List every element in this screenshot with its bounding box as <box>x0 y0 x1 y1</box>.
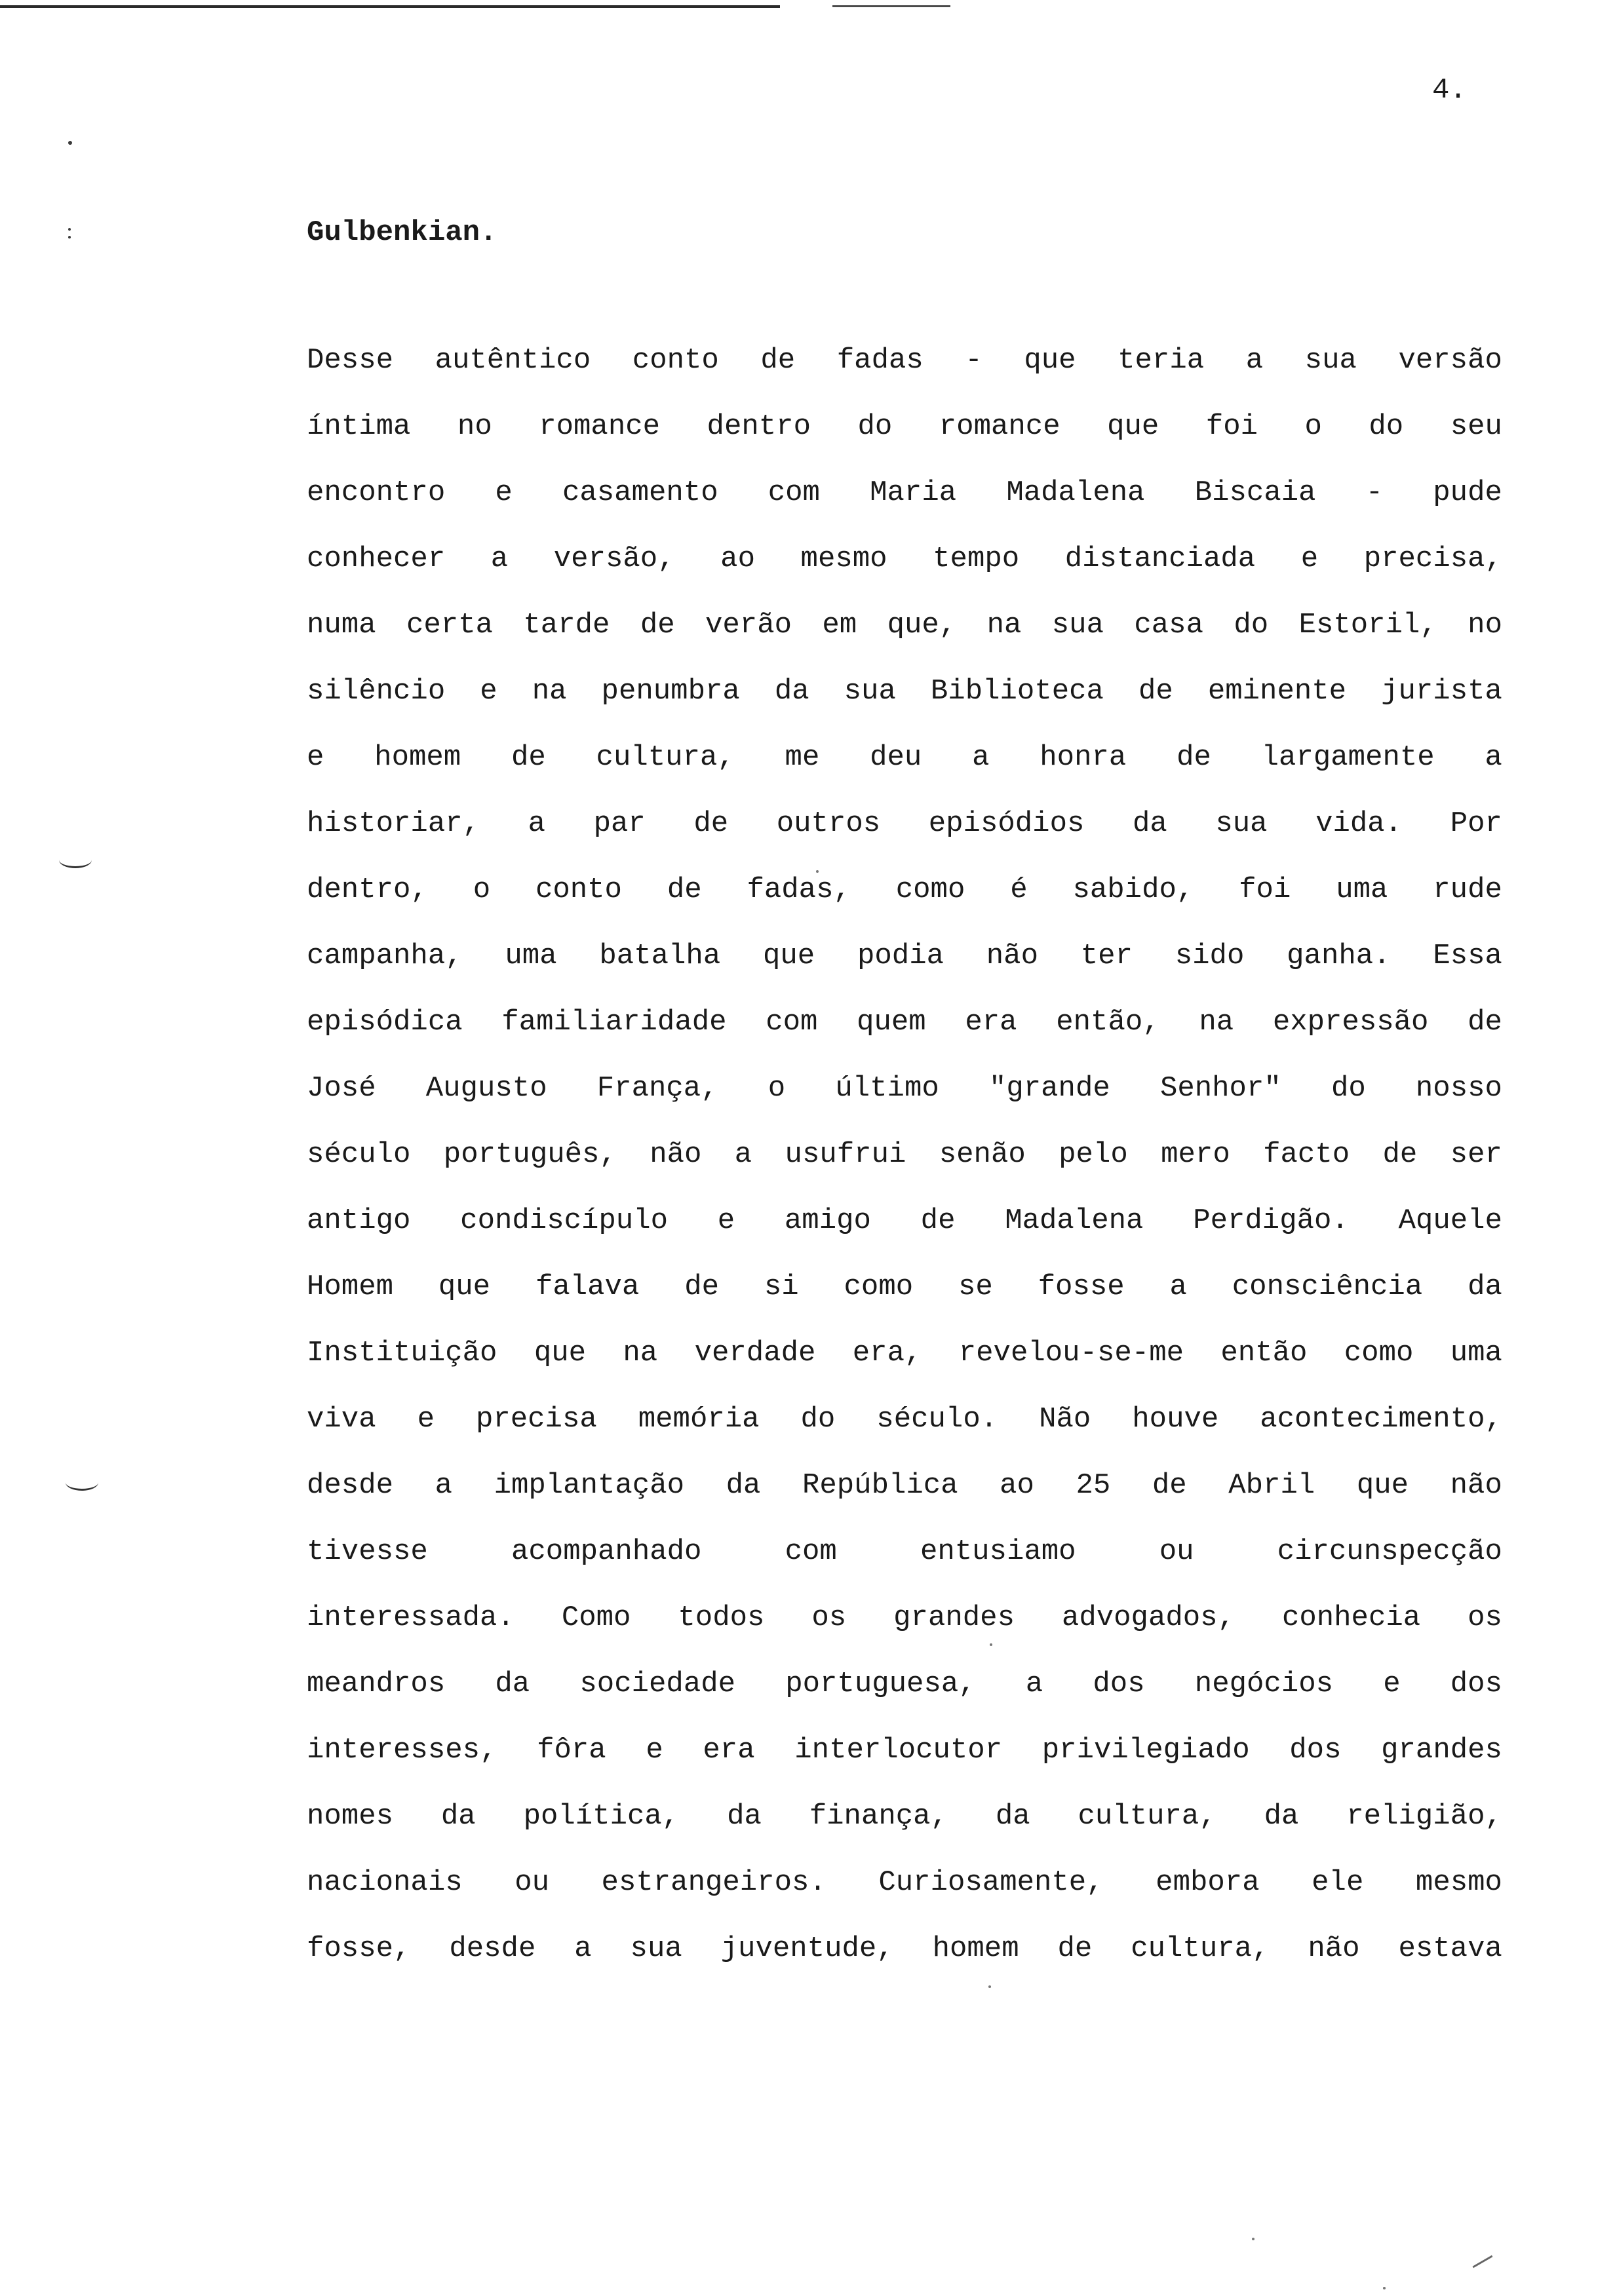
word: a <box>1025 1668 1043 1700</box>
word: sabido, <box>1072 873 1194 906</box>
word: Estoril, <box>1298 609 1437 641</box>
word: Abril <box>1228 1469 1315 1502</box>
text-line <box>307 1598 1502 1664</box>
word: negócios <box>1194 1668 1334 1700</box>
text-line <box>307 936 1502 1003</box>
word: entusiamo <box>920 1535 1076 1568</box>
word: Madalena <box>1005 1204 1144 1237</box>
word: rude <box>1433 873 1502 906</box>
word: do <box>1234 609 1269 641</box>
word: grandes <box>1381 1734 1502 1767</box>
word: na <box>1199 1006 1234 1039</box>
word: do <box>800 1403 836 1436</box>
body-paragraph <box>307 341 1502 1995</box>
word: quem <box>857 1006 926 1039</box>
word: tivesse <box>307 1535 428 1568</box>
word: Madalena <box>1006 476 1145 509</box>
word: conhecia <box>1281 1601 1421 1634</box>
word: dos <box>1289 1734 1342 1767</box>
word: ou <box>515 1866 549 1899</box>
word: acompanhado <box>511 1535 702 1568</box>
word: então <box>1220 1337 1308 1369</box>
text-line <box>307 1069 1502 1135</box>
word: conto <box>535 873 622 906</box>
word: acontecimento, <box>1260 1403 1502 1436</box>
word: não <box>1308 1932 1360 1965</box>
text-line <box>307 1863 1502 1929</box>
word: condiscípulo <box>460 1204 669 1237</box>
word: da <box>726 1469 761 1502</box>
word: Biscaia <box>1194 476 1316 509</box>
word: com <box>766 1006 818 1039</box>
word: nomes <box>307 1800 394 1833</box>
word: como <box>1344 1337 1414 1369</box>
text-line <box>307 1929 1502 1995</box>
word: expressão <box>1272 1006 1429 1039</box>
word: Senhor" <box>1159 1072 1281 1105</box>
word: no <box>1468 609 1502 641</box>
word: como <box>895 873 965 906</box>
word: dos <box>1093 1668 1145 1700</box>
word: da <box>495 1668 530 1700</box>
word: de <box>760 344 796 377</box>
word: de <box>1138 675 1173 708</box>
word: batalha <box>599 940 721 972</box>
word: precisa, <box>1363 543 1502 575</box>
word: no <box>457 410 492 443</box>
word: Perdigão. <box>1193 1204 1349 1237</box>
word: sua <box>1051 609 1104 641</box>
margin-colon-dot-upper <box>68 228 71 231</box>
word: memória <box>638 1403 760 1436</box>
word: foi <box>1205 410 1258 443</box>
word: de <box>1057 1932 1093 1965</box>
word: par <box>593 807 646 840</box>
word: os <box>811 1601 847 1634</box>
word: na <box>532 675 567 708</box>
word: e <box>1383 1668 1401 1700</box>
margin-colon-dot-lower <box>68 236 71 239</box>
word: da <box>727 1800 762 1833</box>
word: ao <box>1000 1469 1034 1502</box>
word: houve <box>1132 1403 1219 1436</box>
text-line <box>307 1333 1502 1400</box>
word: com <box>768 476 820 509</box>
word: religião, <box>1346 1800 1502 1833</box>
word: que <box>534 1337 587 1369</box>
word: era, <box>852 1337 922 1369</box>
word: portuguesa, <box>785 1668 976 1700</box>
word: França, <box>596 1072 718 1105</box>
word: último <box>835 1072 939 1105</box>
word: finança, <box>809 1800 948 1833</box>
word: versão, <box>553 543 675 575</box>
word: casa <box>1134 609 1203 641</box>
word: dos <box>1450 1668 1502 1700</box>
word: e <box>495 476 513 509</box>
text-line <box>307 1201 1502 1267</box>
word: tempo <box>933 543 1020 575</box>
word: ganha. <box>1287 940 1391 972</box>
word: de <box>1177 741 1211 774</box>
margin-dot <box>68 141 72 145</box>
word: cultura, <box>596 741 735 774</box>
word: era <box>965 1006 1017 1039</box>
word: a <box>734 1138 752 1171</box>
word: encontro <box>307 476 446 509</box>
text-line <box>307 539 1502 605</box>
text-line <box>307 1731 1502 1797</box>
word: seu <box>1450 410 1502 443</box>
word: do <box>1369 410 1404 443</box>
word: ter <box>1080 940 1133 972</box>
corner-pen-mark <box>1473 2255 1493 2268</box>
word: Por <box>1450 807 1502 840</box>
word: sua <box>1215 807 1268 840</box>
word: jurista <box>1381 675 1502 708</box>
text-line <box>307 870 1502 936</box>
word: largamente <box>1261 741 1435 774</box>
word: sua <box>630 1932 682 1965</box>
word: romance <box>939 410 1060 443</box>
word: que <box>438 1271 491 1303</box>
word: e <box>1300 543 1319 575</box>
word: tarde <box>523 609 610 641</box>
word: e <box>480 675 497 708</box>
word: interessada. <box>307 1601 515 1634</box>
word: si <box>764 1271 799 1303</box>
word: ser <box>1450 1138 1502 1171</box>
word: estrangeiros. <box>601 1866 827 1899</box>
word: fosse, <box>307 1932 411 1965</box>
word: verão <box>705 609 792 641</box>
word: todos <box>678 1601 765 1634</box>
word: juventude, <box>720 1932 894 1965</box>
word: de <box>640 609 675 641</box>
word: não <box>1450 1469 1502 1502</box>
word: da <box>1132 807 1167 840</box>
word: nacionais <box>307 1866 463 1899</box>
word: numa <box>307 609 376 641</box>
word: distanciada <box>1064 543 1256 575</box>
word: privilegiado <box>1041 1734 1250 1767</box>
page-number: 4. <box>1432 74 1467 107</box>
word: uma <box>1450 1337 1502 1369</box>
word: a <box>972 741 990 774</box>
word: na <box>986 609 1022 641</box>
word: mesmo <box>1415 1866 1502 1899</box>
margin-punch-mark-lower <box>66 1474 98 1491</box>
word: ele <box>1312 1866 1364 1899</box>
word: dentro <box>707 410 811 443</box>
word: certa <box>406 609 494 641</box>
word: português, <box>443 1138 617 1171</box>
word: usufrui <box>785 1138 906 1171</box>
word: homem <box>374 741 461 774</box>
word: verdade <box>694 1337 816 1369</box>
word: cultura, <box>1131 1932 1270 1965</box>
word: do <box>1331 1072 1366 1105</box>
word: antigo <box>307 1204 411 1237</box>
word: homem <box>932 1932 1019 1965</box>
word: penumbra <box>601 675 740 708</box>
word: foi <box>1239 873 1291 906</box>
word: conto <box>632 344 719 377</box>
word: em <box>822 609 857 641</box>
text-line <box>307 1003 1502 1069</box>
word: o <box>1304 410 1322 443</box>
word: República <box>802 1469 958 1502</box>
text-line <box>307 605 1502 672</box>
word: era <box>703 1734 755 1767</box>
text-line <box>307 407 1502 473</box>
word: sua <box>1304 344 1357 377</box>
word: 25 <box>1076 1469 1111 1502</box>
word: revelou-se-me <box>958 1337 1184 1369</box>
word: de <box>511 741 546 774</box>
word: século. <box>876 1403 998 1436</box>
word: a <box>1169 1271 1187 1303</box>
word: de <box>920 1204 956 1237</box>
word: circunspecção <box>1277 1535 1502 1568</box>
word: do <box>857 410 893 443</box>
word: e <box>307 741 324 774</box>
word: o <box>473 873 491 906</box>
word: interlocutor <box>794 1734 1003 1767</box>
word: embora <box>1156 1866 1260 1899</box>
top-scan-rule-short <box>832 5 950 7</box>
text-line <box>307 1532 1502 1598</box>
word: - <box>1365 476 1384 509</box>
word: romance <box>539 410 661 443</box>
word: José <box>307 1072 376 1105</box>
word: de <box>684 1271 720 1303</box>
word: da <box>995 1800 1030 1833</box>
word: amigo <box>784 1204 871 1237</box>
word: Como <box>561 1601 631 1634</box>
word: fadas, <box>747 873 851 906</box>
word: desde <box>449 1932 536 1965</box>
word: senão <box>939 1138 1026 1171</box>
word: versão <box>1398 344 1502 377</box>
word: da <box>774 675 809 708</box>
text-line <box>307 1400 1502 1466</box>
word: implantação <box>494 1469 685 1502</box>
word: Augusto <box>425 1072 547 1105</box>
word: pelo <box>1059 1138 1128 1171</box>
word: de <box>667 873 702 906</box>
word: se <box>958 1271 993 1303</box>
word: vida. <box>1315 807 1403 840</box>
word: episódica <box>307 1006 463 1039</box>
word: familiaridade <box>501 1006 727 1039</box>
word: que <box>1107 410 1159 443</box>
word: na <box>623 1337 658 1369</box>
word: uma <box>1336 873 1388 906</box>
word: conhecer <box>307 543 446 575</box>
word: os <box>1468 1601 1502 1634</box>
word: Instituição <box>307 1337 497 1369</box>
word: a <box>528 807 546 840</box>
scan-speck <box>1383 2287 1386 2289</box>
word: a <box>490 543 509 575</box>
word: ou <box>1159 1535 1194 1568</box>
word: de <box>1382 1138 1418 1171</box>
word: então, <box>1056 1006 1160 1039</box>
word: da <box>1264 1800 1299 1833</box>
word: a <box>1245 344 1264 377</box>
word: mero <box>1161 1138 1230 1171</box>
word: historiar, <box>307 807 480 840</box>
word: nosso <box>1415 1072 1502 1105</box>
word: outros <box>776 807 881 840</box>
word: ao <box>720 543 755 575</box>
scan-speck <box>1252 2238 1255 2240</box>
word: honra <box>1040 741 1127 774</box>
text-line <box>307 473 1502 539</box>
word: não <box>650 1138 702 1171</box>
word: de <box>1152 1469 1187 1502</box>
word: a <box>1485 741 1502 774</box>
word: da <box>440 1800 476 1833</box>
text-line <box>307 1466 1502 1532</box>
text-line <box>307 1267 1502 1333</box>
word: a <box>574 1932 592 1965</box>
word: me <box>785 741 820 774</box>
word: falava <box>535 1271 640 1303</box>
text-line <box>307 1135 1502 1201</box>
word: teria <box>1118 344 1205 377</box>
word: da <box>1468 1271 1502 1303</box>
word: fôra <box>537 1734 606 1767</box>
word: deu <box>870 741 922 774</box>
word: com <box>785 1535 837 1568</box>
word: não <box>986 940 1038 972</box>
word: casamento <box>562 476 718 509</box>
word: uma <box>505 940 557 972</box>
word: sociedade <box>579 1668 736 1700</box>
word: e <box>717 1204 735 1237</box>
word: íntima <box>307 410 411 443</box>
word: é <box>1010 873 1028 906</box>
word: grandes <box>893 1601 1015 1634</box>
word: que <box>1356 1469 1409 1502</box>
text-line <box>307 1797 1502 1863</box>
word: silêncio <box>307 675 446 708</box>
top-scan-rule <box>0 5 780 8</box>
word: - <box>965 344 983 377</box>
text-line <box>307 1664 1502 1731</box>
page-heading: Gulbenkian. <box>307 216 497 249</box>
word: de <box>693 807 729 840</box>
text-line <box>307 341 1502 407</box>
word: episódios <box>928 807 1085 840</box>
word: política, <box>523 1800 680 1833</box>
word: consciência <box>1232 1271 1423 1303</box>
text-line <box>307 672 1502 738</box>
word: Maria <box>870 476 957 509</box>
word: século <box>307 1138 411 1171</box>
word: desde <box>307 1469 394 1502</box>
word: fosse <box>1038 1271 1125 1303</box>
word: meandros <box>307 1668 446 1700</box>
word: de <box>1468 1006 1502 1039</box>
margin-punch-mark-upper <box>59 852 92 868</box>
text-line <box>307 738 1502 804</box>
word: como <box>844 1271 914 1303</box>
word: advogados, <box>1061 1601 1235 1634</box>
word: que, <box>887 609 957 641</box>
word: "grande <box>988 1072 1110 1105</box>
word: sido <box>1175 940 1245 972</box>
word: Aquele <box>1398 1204 1502 1237</box>
word: campanha, <box>307 940 463 972</box>
word: autêntico <box>435 344 591 377</box>
word: que <box>763 940 815 972</box>
word: o <box>768 1072 786 1105</box>
word: sua <box>844 675 896 708</box>
word: podia <box>857 940 944 972</box>
word: Homem <box>307 1271 394 1303</box>
word: Essa <box>1433 940 1502 972</box>
word: e <box>417 1403 435 1436</box>
word: eminente <box>1207 675 1347 708</box>
word: interesses, <box>307 1734 497 1767</box>
text-line <box>307 804 1502 870</box>
word: pude <box>1433 476 1502 509</box>
word: a <box>435 1469 452 1502</box>
word: e <box>646 1734 663 1767</box>
word: Biblioteca <box>930 675 1104 708</box>
word: cultura, <box>1078 1800 1216 1833</box>
word: fadas <box>836 344 924 377</box>
word: mesmo <box>800 543 887 575</box>
word: facto <box>1263 1138 1350 1171</box>
word: Não <box>1039 1403 1091 1436</box>
word: que <box>1024 344 1076 377</box>
word: viva <box>307 1403 376 1436</box>
word: estava <box>1398 1932 1502 1965</box>
word: precisa <box>475 1403 597 1436</box>
word: dentro, <box>307 873 428 906</box>
word: Curiosamente, <box>878 1866 1104 1899</box>
word: Desse <box>307 344 394 377</box>
